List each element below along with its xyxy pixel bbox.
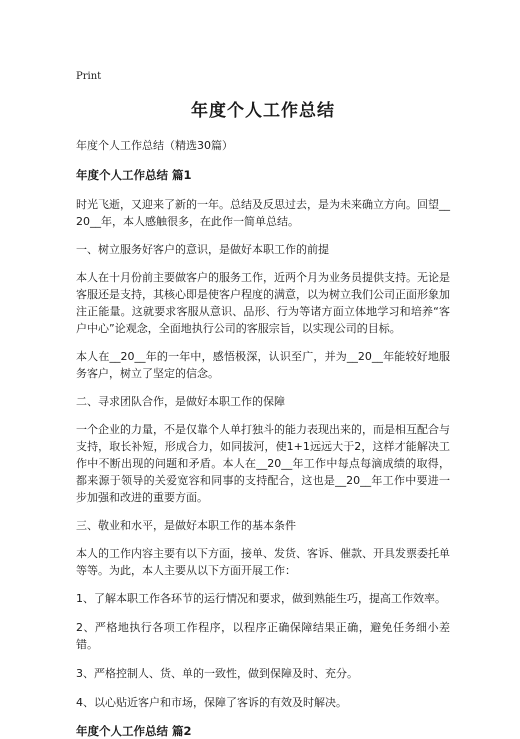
list-item: 1、了解本职工作各环节的运行情况和要求，做到熟能生巧，提高工作效率。 xyxy=(76,592,446,605)
list-item: 3、严格控制人、货、单的一致性，做到保障及时、充分。 xyxy=(76,667,358,680)
document-subtitle: 年度个人工作总结（精选30篇） xyxy=(76,139,233,152)
paragraph: 本人的工作内容主要有以下方面，接单、发货、客诉、催款、开具发票委托单等等。为此，本人主要从以下方面开展工作： xyxy=(76,547,450,577)
paragraph: 本人在__20__年的一年中，感悟极深，认识至广，并为__20__年能较好地服务客户，树立了坚定的信念。 xyxy=(76,350,450,380)
paragraph: 本人在十月份前主要做客户的服务工作，近两个月为业务员提供支持。无论是客服还是支持，其核心即是使客户程度的满意，以为树立我们公司正面形象加注正能量。这就要求客服从意识、品形、行为等诸方面立体地学习和培养“客户中心”论观念，全面地执行公司的客服宗旨，以实现公司的目标。 xyxy=(76,271,450,335)
page-title: 年度个人工作总结 xyxy=(191,101,335,121)
subheading: 三、敬业和水平，是做好本职工作的基本条件 xyxy=(76,519,296,532)
subheading: 二、寻求团队合作，是做好本职工作的保障 xyxy=(76,395,285,408)
section-heading-1: 年度个人工作总结 篇1 xyxy=(76,168,192,182)
list-item: 4、以心贴近客户和市场，保障了客诉的有效及时解决。 xyxy=(76,696,347,709)
section-heading-2: 年度个人工作总结 篇2 xyxy=(76,724,192,738)
document-content xyxy=(76,64,450,739)
subheading: 一、树立服务好客户的意识，是做好本职工作的前提 xyxy=(76,243,329,256)
paragraph: 一个企业的力量，不是仅靠个人单打独斗的能力表现出来的，而是相互配合与支持，取长补短，形成合力，如同拔河，使1+1远远大于2，这样才能解决工作中不断出现的问题和矛盾。本人在__20__年工作中每点每滴成绩的取得，都来源于领导的关爱宽容和同事的支持配合，这也是__20__年工作中要进一步加强和改进的重要方面。 xyxy=(76,423,450,504)
print-link[interactable]: Print xyxy=(76,71,102,82)
list-item: 2、严格地执行各项工作程序，以程序正确保障结果正确，避免任务细小差错。 xyxy=(76,621,450,651)
paragraph: 时光飞逝，又迎来了新的一年。总结及反思过去，是为未来确立方向。回望__20__年，本人感触很多，在此作一简单总结。 xyxy=(76,198,450,228)
